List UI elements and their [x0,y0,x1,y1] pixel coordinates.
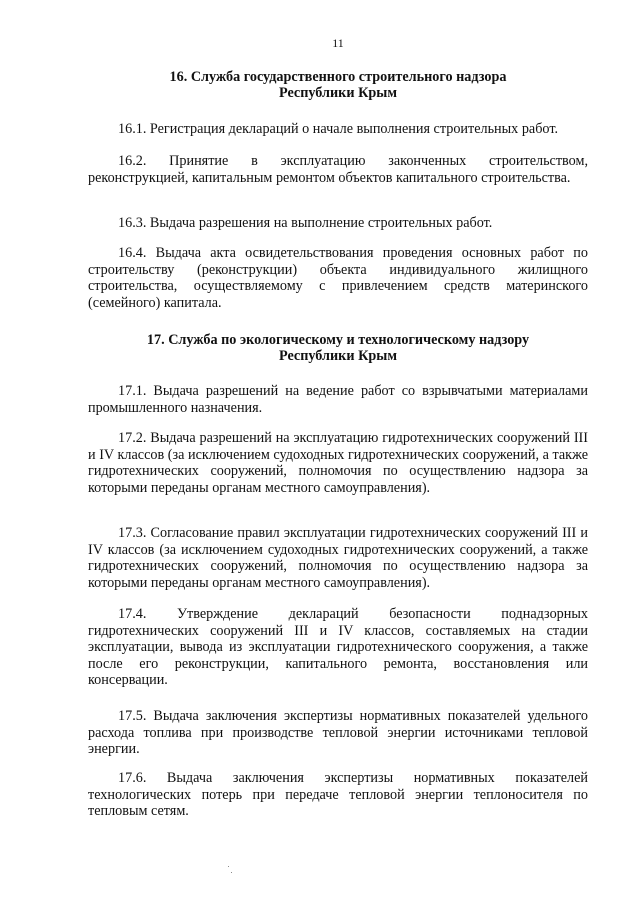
paragraph-16-2: 16.2. Принятие в эксплуатацию законченных строительством, реконструкцией, капитальным ремонтом объектов капитального строительства. [88,153,588,186]
scan-artifact [231,872,232,873]
section-16-title [88,69,588,101]
paragraph-17-5: 17.5. Выдача заключения экспертизы нормативных показателей удельного расхода топлива при производстве тепловой энергии источниками тепловой энергии. [88,708,588,757]
section-17-title-line1: 17. Служба по экологическому и технологическому надзору [146,332,530,348]
scan-artifact [228,866,229,867]
paragraph-17-2: 17.2. Выдача разрешений на эксплуатацию гидротехнических сооружений III и IV классов (за исключением судоходных гидротехнических сооружений, а также гидротехнических сооружений, полномочия по осуществлению надзора за которыми переданы органам местного самоуправления). [88,430,588,496]
paragraph-16-1: 16.1. Регистрация деклараций о начале выполнения строительных работ. [118,121,559,137]
paragraph-17-1: 17.1. Выдача разрешений на ведение работ со взрывчатыми материалами промышленного назначения. [88,383,588,416]
section-16-title-line1: 16. Служба государственного строительного надзора [169,69,507,85]
paragraph-17-3: 17.3. Согласование правил эксплуатации гидротехнических сооружений III и IV классов (за исключением судоходных гидротехнических сооружений, а также гидротехнических сооружений, полномочия по осуществлению надзора за которыми переданы органам местного самоуправления). [88,525,588,591]
paragraph-16-4: 16.4. Выдача акта освидетельствования проведения основных работ по строительству (реконструкции) объекта индивидуального жилищного строительства, осуществляемому с привлечением средств материнского (семейного) капитала. [88,245,588,311]
page-number: 11 [332,36,344,50]
section-16-title-line2: Республики Крым [278,85,398,101]
paragraph-17-4: 17.4. Утверждение деклараций безопасности поднадзорных гидротехнических сооружений III и IV классов, составляемых на стадии эксплуатации, вывода из эксплуатации гидротехнического сооружения, а также после его реконструкции, капитального ремонта, восстановления или консервации. [88,606,588,688]
section-17-title [88,332,588,364]
paragraph-17-6: 17.6. Выдача заключения экспертизы нормативных показателей технологических потерь при передаче тепловой энергии теплоносителя по тепловым сетям. [88,770,588,819]
section-17-title-line2: Республики Крым [278,348,398,364]
paragraph-16-3: 16.3. Выдача разрешения на выполнение строительных работ. [118,215,493,231]
